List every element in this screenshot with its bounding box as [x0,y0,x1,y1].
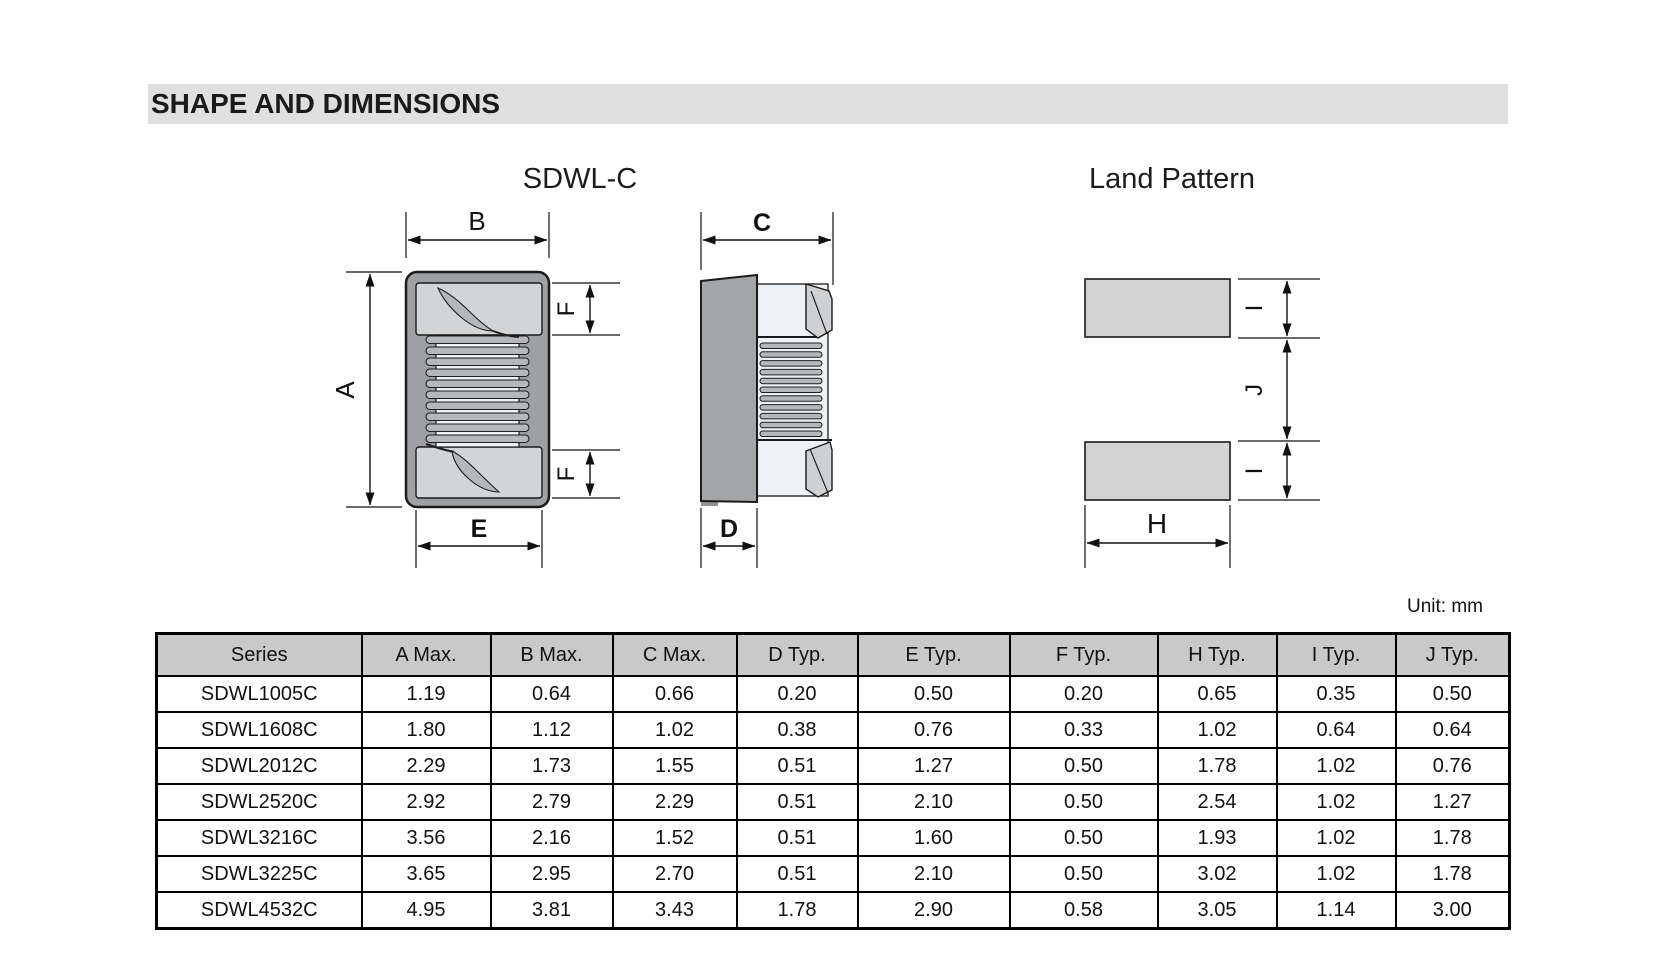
dim-label-b: B [468,206,486,236]
series-cell: SDWL3216C [157,820,362,856]
value-cell: 0.50 [858,676,1010,712]
col-header-f-typ: F Typ. [1010,634,1158,677]
value-cell: 1.02 [1277,820,1396,856]
value-cell: 0.50 [1010,748,1158,784]
value-cell: 1.60 [858,820,1010,856]
side-terminal-top [806,284,832,338]
land-pad-top [1085,279,1230,337]
series-cell: SDWL1608C [157,712,362,748]
dimension-b [406,206,549,258]
page-title: SHAPE AND DIMENSIONS [151,88,501,119]
value-cell: 3.05 [1158,892,1277,929]
value-cell: 3.65 [362,856,491,892]
value-cell: 1.78 [1396,856,1510,892]
table-row [157,676,1510,712]
section-title-bar [148,84,1508,124]
value-cell: 0.35 [1277,676,1396,712]
side-terminal-bottom [806,442,832,497]
value-cell: 0.64 [1277,712,1396,748]
value-cell: 3.81 [491,892,613,929]
dimension-d [701,508,757,568]
table-row [157,712,1510,748]
value-cell: 0.64 [1396,712,1510,748]
land-pattern-drawing [1085,279,1320,568]
value-cell: 1.12 [491,712,613,748]
dim-label-i-bottom: I [1241,467,1268,475]
dim-label-e: E [470,515,488,543]
series-cell: SDWL2520C [157,784,362,820]
value-cell: 4.95 [362,892,491,929]
technical-drawings [0,190,1654,600]
value-cell: 3.56 [362,820,491,856]
value-cell: 0.20 [1010,676,1158,712]
dimension-c [701,209,833,285]
value-cell: 0.51 [737,856,858,892]
value-cell: 0.51 [737,748,858,784]
value-cell: 2.54 [1158,784,1277,820]
dimension-f-top [552,283,620,335]
value-cell: 0.51 [737,784,858,820]
front-view-drawing [330,206,620,568]
value-cell: 0.50 [1396,676,1510,712]
value-cell: 1.02 [1277,784,1396,820]
value-cell: 3.43 [613,892,737,929]
dim-label-c: C [752,209,772,237]
dim-label-i-top: I [1241,304,1268,312]
figure-title-sdwl-c: SDWL-C [522,163,638,195]
series-cell: SDWL2012C [157,748,362,784]
value-cell: 2.10 [858,856,1010,892]
value-cell: 1.27 [1396,784,1510,820]
value-cell: 1.80 [362,712,491,748]
dimension-e [416,510,542,568]
col-header-d-typ: D Typ. [737,634,858,677]
value-cell: 0.20 [737,676,858,712]
unit-note: Unit: mm [1407,596,1483,617]
series-cell: SDWL4532C [157,892,362,929]
dimension-i-bottom [1238,441,1320,500]
value-cell: 1.55 [613,748,737,784]
col-header-c-max: C Max. [613,634,737,677]
value-cell: 0.65 [1158,676,1277,712]
value-cell: 0.50 [1010,820,1158,856]
side-coil-winding [760,343,822,437]
dim-label-h: H [1146,508,1168,539]
dimension-f-bottom [552,450,620,498]
value-cell: 0.38 [737,712,858,748]
value-cell: 3.00 [1396,892,1510,929]
table-row [157,784,1510,820]
value-cell: 2.90 [858,892,1010,929]
dim-label-f-bottom: F [553,466,580,482]
value-cell: 3.02 [1158,856,1277,892]
dim-label-a: A [330,381,360,399]
value-cell: 2.70 [613,856,737,892]
dimension-j [1241,340,1287,439]
value-cell: 1.02 [1158,712,1277,748]
col-header-b-max: B Max. [491,634,613,677]
side-view-drawing [701,209,833,568]
land-pad-bottom [1085,442,1230,500]
dim-label-d: D [719,515,739,543]
col-header-e-typ: E Typ. [858,634,1010,677]
side-flange [701,275,757,506]
value-cell: 0.50 [1010,784,1158,820]
value-cell: 1.78 [1396,820,1510,856]
dimension-table [155,632,1511,930]
value-cell: 0.58 [1010,892,1158,929]
value-cell: 0.66 [613,676,737,712]
value-cell: 1.78 [737,892,858,929]
dimension-a [330,272,402,507]
table-body [157,676,1510,929]
col-header-series: Series [157,634,362,677]
table-row [157,748,1510,784]
table-header-row [157,634,1510,677]
value-cell: 2.29 [362,748,491,784]
value-cell: 1.78 [1158,748,1277,784]
value-cell: 0.51 [737,820,858,856]
value-cell: 2.95 [491,856,613,892]
dimension-h [1085,505,1230,568]
dim-label-f-top: F [553,301,580,317]
value-cell: 0.33 [1010,712,1158,748]
value-cell: 0.76 [1396,748,1510,784]
value-cell: 1.52 [613,820,737,856]
value-cell: 2.29 [613,784,737,820]
col-header-i-typ: I Typ. [1277,634,1396,677]
value-cell: 1.02 [1277,856,1396,892]
series-cell: SDWL1005C [157,676,362,712]
value-cell: 1.93 [1158,820,1277,856]
value-cell: 2.92 [362,784,491,820]
value-cell: 1.27 [858,748,1010,784]
col-header-a-max: A Max. [362,634,491,677]
series-cell: SDWL3225C [157,856,362,892]
figure-title-land-pattern: Land Pattern [1088,163,1256,195]
value-cell: 1.02 [1277,748,1396,784]
dim-label-j: J [1241,384,1268,396]
table-row [157,820,1510,856]
value-cell: 1.19 [362,676,491,712]
value-cell: 1.14 [1277,892,1396,929]
value-cell: 0.64 [491,676,613,712]
table-row [157,892,1510,929]
col-header-j-typ: J Typ. [1396,634,1510,677]
value-cell: 2.10 [858,784,1010,820]
value-cell: 2.79 [491,784,613,820]
value-cell: 1.73 [491,748,613,784]
table-row [157,856,1510,892]
value-cell: 2.16 [491,820,613,856]
col-header-h-typ: H Typ. [1158,634,1277,677]
value-cell: 1.02 [613,712,737,748]
value-cell: 0.76 [858,712,1010,748]
value-cell: 0.50 [1010,856,1158,892]
dimension-i-top [1238,279,1320,338]
